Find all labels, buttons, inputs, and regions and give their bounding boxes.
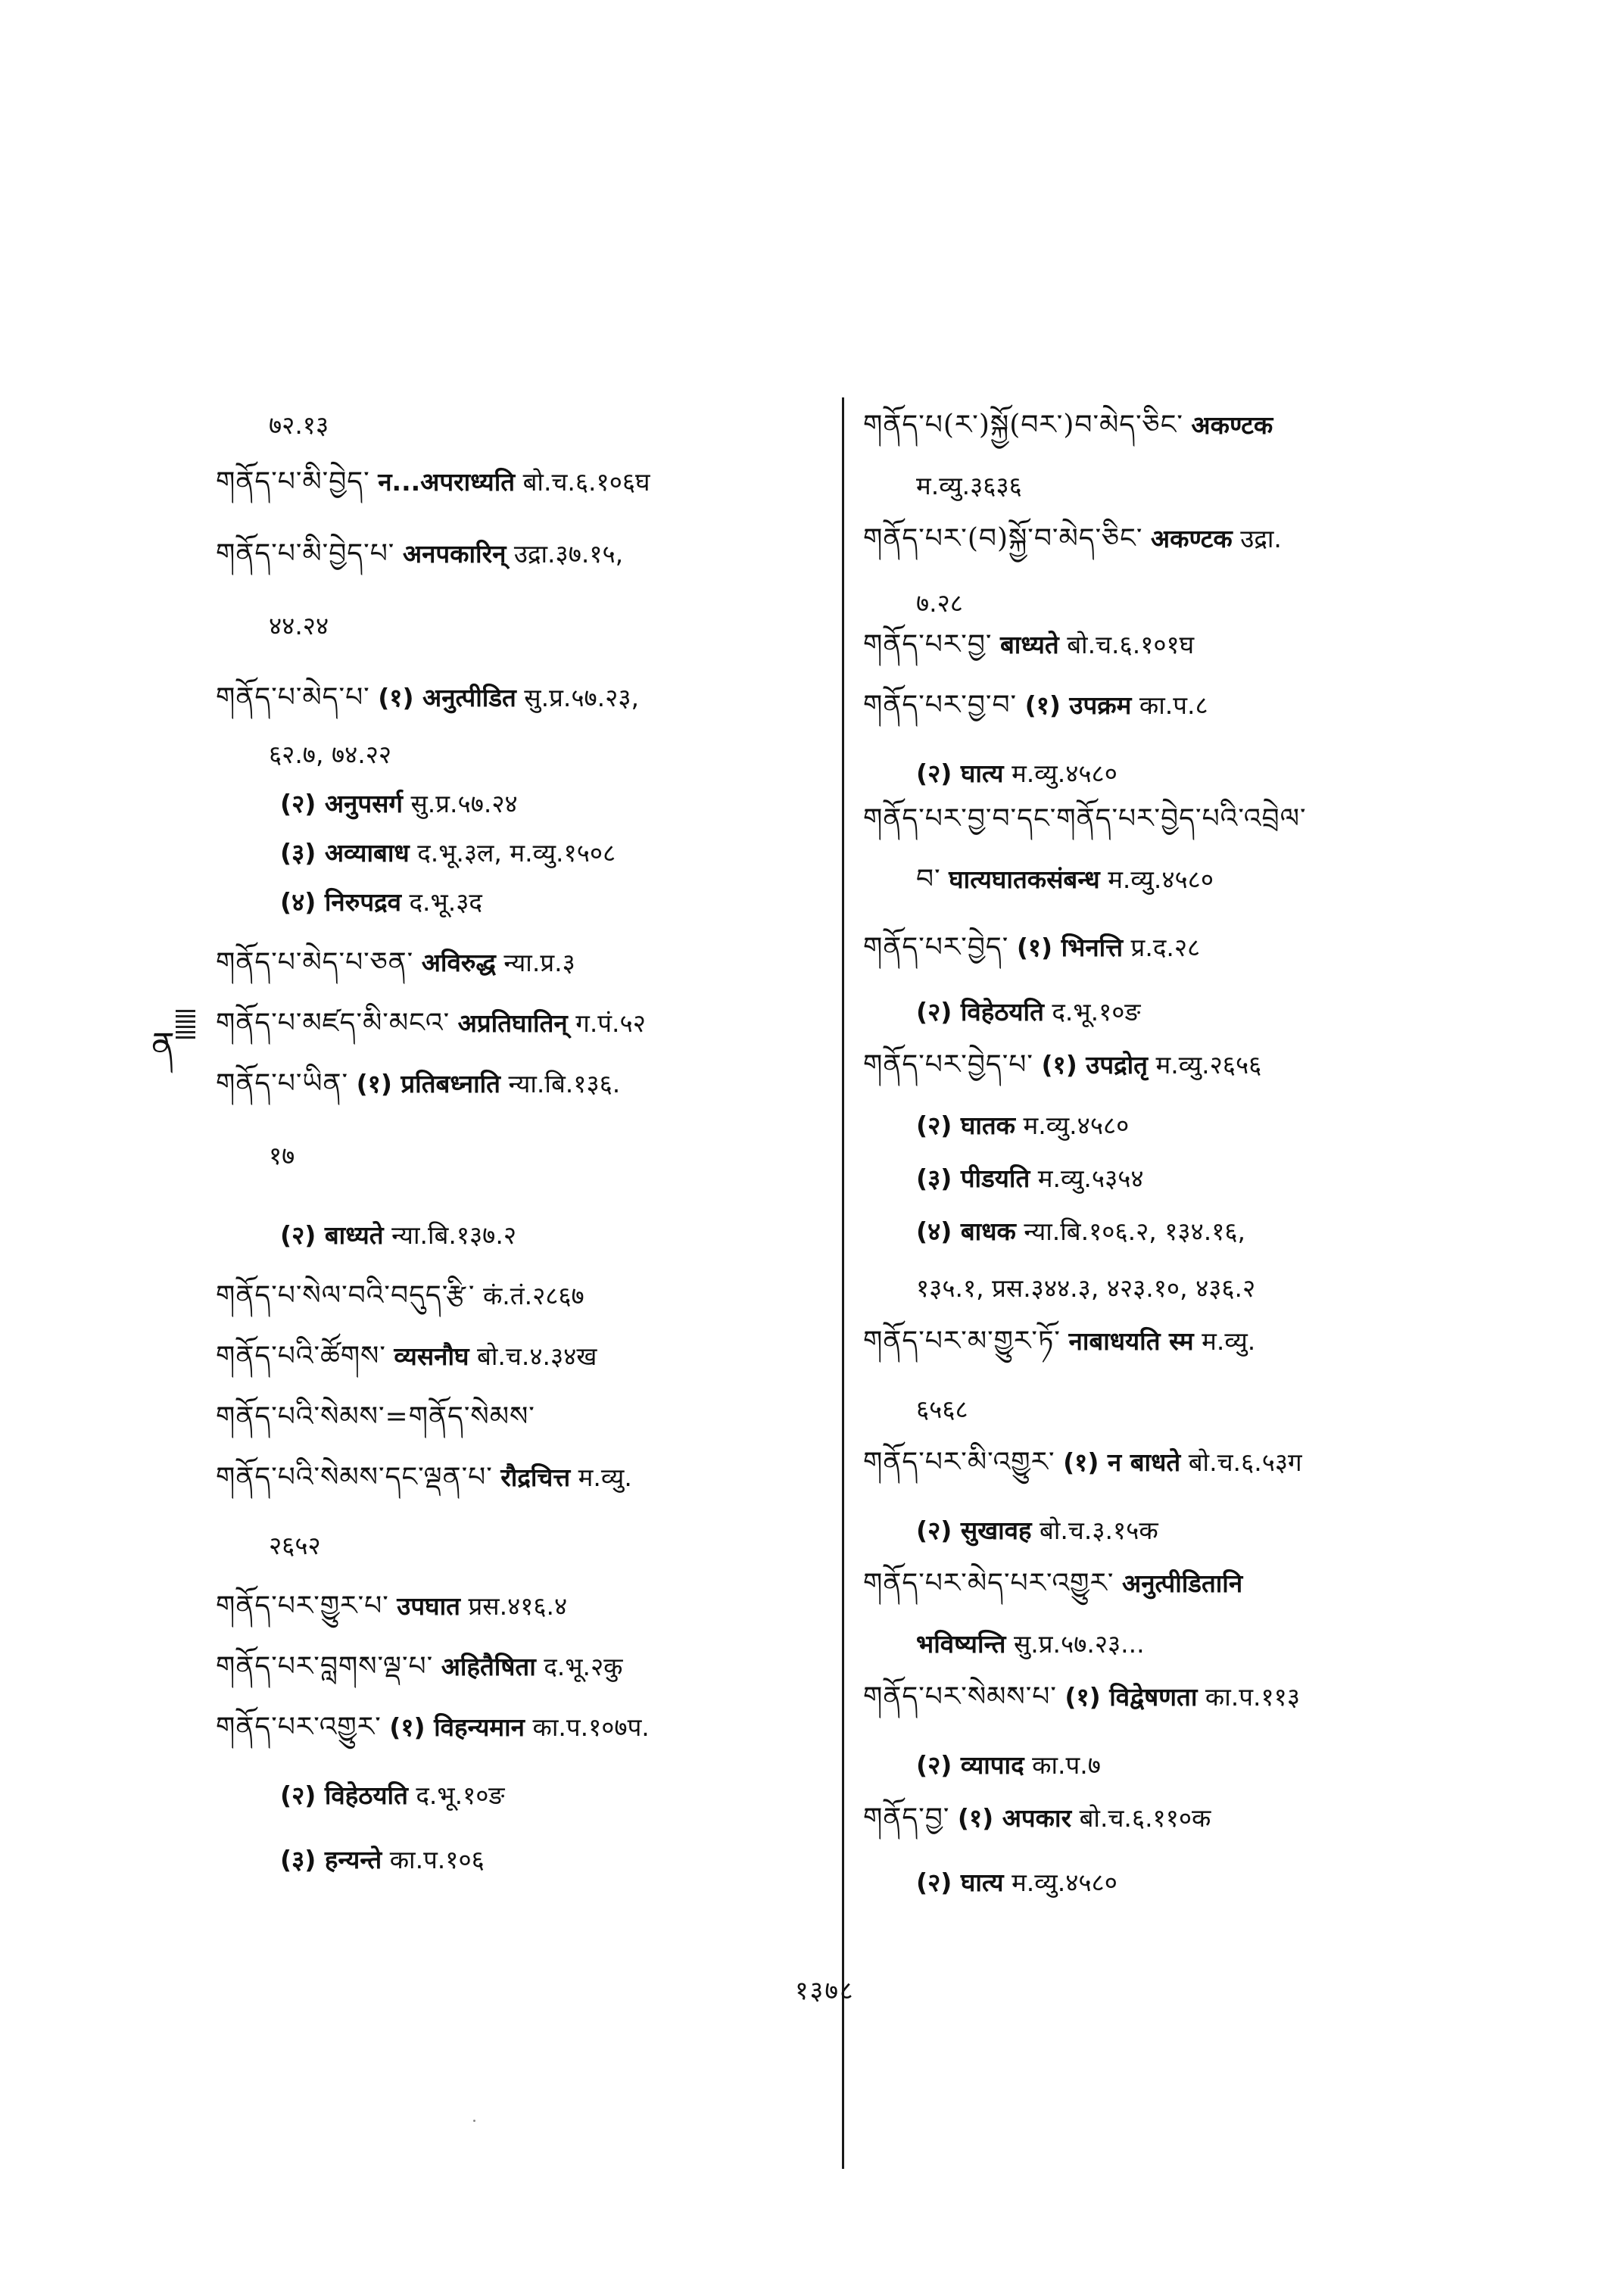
sanskrit-equivalent: (२) सुखावह — [916, 1516, 1032, 1545]
left-column-entry — [216, 787, 518, 821]
left-column-entry — [216, 1590, 567, 1623]
right-column-entry — [863, 1272, 1255, 1305]
right-column-entry — [863, 757, 1117, 790]
sanskrit-equivalent: (१) न बाधते — [1063, 1447, 1181, 1477]
sanskrit-equivalent: अहितैषिता — [441, 1652, 536, 1681]
continuation-text: ६२.७, ७४.२२ — [269, 740, 392, 769]
source-reference: का.प.८ — [1139, 690, 1208, 720]
sanskrit-equivalent: (२) व्यापाद — [916, 1750, 1024, 1780]
source-reference: न्या.प्र.३ — [503, 948, 575, 977]
right-column-entry — [863, 1162, 1144, 1195]
sanskrit-equivalent: नाबाधयति स्म — [1068, 1326, 1194, 1356]
tibetan-headword: གནོད་པར་མེད་པར་འགྱུར་ — [863, 1568, 1114, 1599]
sanskrit-equivalent: (१) उपद्रोतृ — [1041, 1050, 1148, 1080]
sanskrit-equivalent: (३) अव्याबाध — [280, 838, 410, 868]
left-column-entry — [216, 1843, 485, 1877]
right-column-entry — [863, 689, 1208, 722]
sanskrit-equivalent: (१) भिनत्ति — [1016, 933, 1124, 962]
source-reference: द.भू.३द — [409, 887, 482, 917]
tibetan-headword: གནོད་པ་མཛད་མི་མངའ་ — [216, 1008, 450, 1039]
right-column-entry — [863, 1802, 1211, 1835]
tibetan-headword: གནོད་པའི་སེམས་=གནོད་སེམས་ — [216, 1401, 535, 1432]
source-reference: ग.पं.५२ — [575, 1008, 646, 1038]
sanskrit-equivalent: (२) विहेठयति — [280, 1781, 408, 1810]
sanskrit-equivalent: (४) निरुपद्रव — [280, 887, 402, 917]
sanskrit-equivalent: रौद्रचित्त — [500, 1463, 571, 1492]
right-column-entry — [863, 628, 1194, 662]
source-reference: बो.च.६.१०१घ — [1067, 630, 1195, 659]
tibetan-headword: བ་ — [916, 864, 941, 895]
column-divider — [842, 397, 844, 2169]
tibetan-headword: གནོད་པ་མི་བྱེད་པ་ — [216, 538, 395, 569]
continuation-text: १७ — [269, 1141, 295, 1170]
source-reference: सु.प्र.५७.२३... — [1013, 1629, 1145, 1659]
tibetan-headword: གནོད་པའི་ཚོགས་ — [216, 1341, 386, 1372]
left-column-entry — [216, 1529, 321, 1562]
sanskrit-equivalent: अनुत्पीडितानि — [1122, 1569, 1243, 1598]
right-column-entry — [863, 587, 963, 620]
sanskrit-equivalent: अप्रतिघातिन् — [457, 1008, 568, 1038]
left-column-entry — [216, 946, 575, 980]
tibetan-headword: གནོད་པ་མེད་པ་ཅན་ — [216, 947, 414, 978]
source-reference: बो.च.३.१५क — [1040, 1516, 1158, 1545]
source-reference: प्र.द.२८ — [1130, 933, 1201, 962]
source-reference: बो.च.४.३४ख — [477, 1341, 597, 1371]
source-reference: का.प.११३ — [1205, 1682, 1300, 1712]
source-reference: म.व्यु.४५८० — [1108, 865, 1214, 894]
tibetan-headword: གནོད་པར་མི་འགྱུར་ — [863, 1447, 1055, 1478]
tibetan-headword: གནོད་པར་གྱུར་པ་ — [216, 1590, 389, 1622]
sanskrit-equivalent: अकण्टक — [1191, 410, 1273, 440]
sanskrit-equivalent: (१) विहन्यमान — [389, 1712, 525, 1742]
source-reference: न्या.बि.१३६. — [508, 1069, 621, 1098]
page-number: १३७८ — [795, 1976, 855, 2006]
left-column-entry — [216, 609, 329, 643]
continuation-text: म.व्यु.३६३६ — [916, 471, 1022, 500]
source-reference: बो.च.६.५३ग — [1188, 1447, 1302, 1477]
right-column-entry — [863, 469, 1022, 503]
continuation-text: १३५.१, प्रस.३४४.३, ४२३.१०, ४३६.२ — [916, 1273, 1256, 1303]
sanskrit-equivalent: अनपकारिन् — [402, 539, 507, 569]
sanskrit-equivalent: (१) अपकार — [957, 1803, 1072, 1833]
left-column-entry — [216, 1779, 504, 1812]
right-column-entry — [863, 1567, 1242, 1600]
right-column-entry — [863, 802, 1307, 836]
tibetan-headword: གནོད་པར་བྱ་བ་དང་གནོད་པར་བྱེད་པའི་འབྲེལ་ — [863, 803, 1307, 834]
tibetan-headword: གནོད་པ(ར་)སྐྱོ(བར་)བ་མེད་ཅིང་ — [863, 410, 1183, 441]
source-reference: म.व्यु. — [1202, 1326, 1256, 1356]
source-reference: का.प.१०७प. — [532, 1712, 650, 1742]
source-reference: बो.च.६.१०६घ — [522, 467, 650, 497]
scan-speck — [473, 2120, 475, 2122]
left-column-entry — [216, 1711, 650, 1744]
source-reference: न्या.बि.१३७.२ — [391, 1220, 516, 1250]
source-reference: का.प.१०६ — [389, 1845, 485, 1874]
left-column-entry — [216, 1139, 295, 1173]
right-column-entry — [863, 1514, 1158, 1547]
left-column-entry — [216, 1650, 623, 1684]
tibetan-headword: གནོད་པའི་སེམས་དང་ལྡན་པ་ — [216, 1462, 493, 1493]
right-column-entry — [863, 863, 1214, 896]
source-reference: म.व्यु.४५८० — [1011, 759, 1117, 788]
tibetan-headword: གནོད་པར་བྱ་བ་ — [863, 690, 1018, 721]
tibetan-headword: གནོད་པར་སེམས་པ་ — [863, 1681, 1057, 1712]
sanskrit-equivalent: (३) हन्यन्ते — [280, 1845, 382, 1874]
right-column-entry — [863, 1215, 1245, 1248]
right-column-entry — [863, 1866, 1117, 1899]
right-column-entry — [863, 1628, 1145, 1661]
sanskrit-equivalent: उपघात — [397, 1591, 460, 1621]
sanskrit-equivalent: (२) विहेठयति — [916, 997, 1044, 1027]
sanskrit-equivalent: भविष्यन्ति — [916, 1629, 1006, 1659]
left-column-entry — [216, 466, 650, 499]
sanskrit-equivalent: (२) घात्य — [916, 759, 1004, 788]
sanskrit-equivalent: (४) बाधक — [916, 1217, 1016, 1246]
source-reference: द.भू.३ल, म.व्यु.१५०८ — [417, 838, 616, 868]
sanskrit-equivalent: (३) पीडयति — [916, 1164, 1030, 1193]
continuation-text: २६५२ — [269, 1531, 321, 1560]
left-column-entry — [216, 1340, 597, 1373]
left-column-entry — [216, 886, 482, 919]
source-reference: उद्रा. — [1240, 524, 1282, 553]
left-column-entry — [216, 1219, 516, 1252]
continuation-text: ४४.२४ — [269, 611, 329, 640]
sanskrit-equivalent: (१) उपक्रम — [1024, 690, 1132, 720]
right-column-entry — [863, 1048, 1261, 1082]
right-column-entry — [863, 1109, 1129, 1142]
left-column-entry — [216, 409, 329, 442]
section-marker-lines — [176, 1010, 195, 1039]
sanskrit-equivalent: घात्यघातकसंबन्ध — [949, 865, 1100, 894]
source-reference: द.भू.१०ङ — [1052, 997, 1141, 1027]
tibetan-headword: གནོད་པ་མི་བྱེད་ — [216, 466, 370, 497]
right-column-entry — [863, 1393, 968, 1426]
source-reference: म.व्यु. — [578, 1463, 632, 1492]
sanskrit-equivalent: बाध्यते — [999, 630, 1059, 659]
tibetan-headword: གནོད་པར་བྱ་ — [863, 629, 993, 660]
source-reference: सु.प्र.५७.२४ — [410, 789, 518, 818]
left-column-entry — [216, 681, 639, 715]
source-reference: का.प.७ — [1032, 1750, 1101, 1780]
section-marker: ན — [151, 1024, 175, 1065]
sanskrit-equivalent: (१) प्रतिबध्नाति — [356, 1069, 500, 1098]
tibetan-headword: གནོད་པར་འགྱུར་ — [216, 1712, 382, 1743]
tibetan-headword: གནོད་པ་མེད་པ་ — [216, 682, 370, 713]
source-reference: बो.च.६.११०क — [1079, 1803, 1211, 1833]
right-column-entry — [863, 995, 1140, 1029]
right-column-entry — [863, 1749, 1101, 1782]
source-reference: सु.प्र.५७.२३, — [524, 683, 639, 712]
sanskrit-equivalent: अकण्टक — [1150, 524, 1233, 553]
source-reference: प्रस.४१६.४ — [468, 1591, 568, 1621]
right-column-entry — [863, 1446, 1302, 1479]
source-reference: म.व्यु.४५८० — [1011, 1868, 1117, 1897]
sanskrit-equivalent: अविरुद्ध — [421, 948, 496, 977]
source-reference: कं.तं.२८६७ — [482, 1281, 584, 1310]
source-reference: द.भू.१०ङ — [416, 1781, 505, 1810]
left-column-entry — [216, 1461, 632, 1494]
sanskrit-equivalent: न...अपराध्यति — [378, 467, 516, 497]
source-reference: न्या.बि.१०६.२, १३४.१६, — [1024, 1217, 1246, 1246]
right-column-entry — [863, 1681, 1300, 1714]
tibetan-headword: གནོད་པར་མ་གྱུར་ཏོ་ — [863, 1326, 1061, 1357]
tibetan-headword: གནོད་བྱ་ — [863, 1802, 950, 1833]
continuation-text: ७.२८ — [916, 588, 963, 618]
left-column-entry — [216, 1400, 535, 1434]
source-reference: म.व्यु.२६५६ — [1155, 1050, 1262, 1080]
right-column-entry — [863, 409, 1273, 442]
tibetan-headword: གནོད་པ་སེལ་བའི་བདུད་རྩི་ — [216, 1280, 475, 1311]
left-column-entry — [216, 738, 391, 771]
continuation-text: ६५६८ — [916, 1394, 968, 1424]
tibetan-headword: གནོད་པ་ཡིན་ — [216, 1068, 349, 1099]
source-reference: द.भू.२कु — [544, 1652, 623, 1681]
sanskrit-equivalent: (२) अनुपसर्ग — [280, 789, 403, 818]
sanskrit-equivalent: (२) घात्य — [916, 1868, 1004, 1897]
left-column-entry — [216, 837, 616, 870]
tibetan-headword: གནོད་པར་བླགས་ལྡ་པ་ — [216, 1651, 434, 1682]
left-column-entry — [216, 1279, 584, 1313]
left-column-entry — [216, 537, 623, 571]
sanskrit-equivalent: (२) बाध्यते — [280, 1220, 384, 1250]
sanskrit-equivalent: (१) अनुत्पीडित — [378, 683, 516, 712]
sanskrit-equivalent: व्यसनौघ — [394, 1341, 469, 1371]
tibetan-headword: གནོད་པར་(བ)སྐྱོ་བ་མེད་ཅིང་ — [863, 523, 1143, 554]
source-reference: म.व्यु.४५८० — [1023, 1111, 1130, 1140]
right-column-entry — [863, 1325, 1255, 1358]
left-column-entry — [216, 1007, 646, 1040]
right-column-entry — [863, 931, 1200, 964]
sanskrit-equivalent: (१) विद्वेषणता — [1064, 1682, 1198, 1712]
left-column-entry — [216, 1067, 620, 1101]
tibetan-headword: གནོད་པར་བྱེད་པ་ — [863, 1049, 1033, 1080]
sanskrit-equivalent: (२) घातक — [916, 1111, 1016, 1140]
source-reference: उद्रा.३७.१५, — [513, 539, 624, 569]
right-column-entry — [863, 522, 1282, 556]
tibetan-headword: གནོད་པར་བྱེད་ — [863, 932, 1009, 963]
continuation-text: ७२.१३ — [269, 410, 329, 440]
source-reference: म.व्यु.५३५४ — [1037, 1164, 1144, 1193]
